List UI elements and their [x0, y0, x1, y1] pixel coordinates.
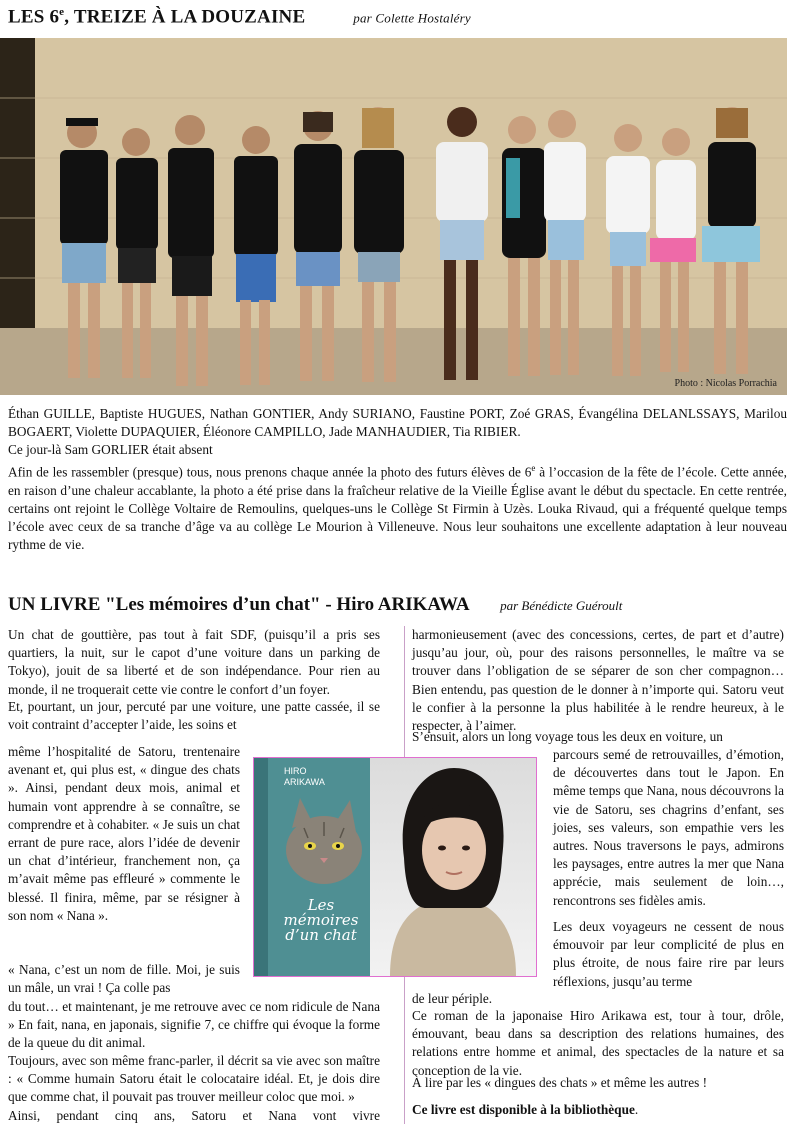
- right-paragraph-5: À lire par les « dingues des chats » et même les autres !: [412, 1075, 708, 1090]
- library-note: Ce livre est disponible à la bibliothèque: [412, 1102, 635, 1117]
- right-wrap-paragraph: parcours semé de retrouvailles, d’émotion, de découvertes dans tout le Japon. En même temps que Nana, nous découvrons la vie de Satoru, ses chagrins d’enfant, ses joies, ses valeurs, son empathie vers les autres. Nous traversons le pays, admirons les paysages, entre autres la mer que Nana apprécie, mais seulement de loin…, rencontrons ses fidèles amis.: [553, 747, 784, 908]
- book-and-author-image: [253, 757, 537, 977]
- photo-credit: Photo : Nicolas Porrachia: [674, 378, 777, 389]
- book-title-line3: d’un chat: [285, 926, 357, 944]
- left-paragraph-2: Et, pourtant, un jour, percuté par une voiture, une patte cassée, il se voit contraint d’accepter l’aide, les soins et: [8, 699, 380, 733]
- left-paragraph-1: Un chat de gouttière, pas tout à fait SDF, (puisqu’il a pris ses quartiers, la nuit, sur le capot d’une voiture dans un parking de Tokyo), jouit de sa liberté et de son indépendance. Pour rien au monde, il ne troquerait cette vie contre le confort d’un foyer.: [8, 627, 380, 697]
- library-note-end: .: [634, 1102, 639, 1117]
- left-paragraph-3: du tout… et maintenant, je me retrouve avec ce nom ridicule de Nana » En fait, nana, en japonais, signifie 7, ce chiffre qui évoque la forme de la queue du dit animal.: [8, 999, 380, 1051]
- body-part-a: Afin de les rassembler (presque) tous, nous prenons chaque année la photo des futurs élèves de 6: [8, 464, 532, 480]
- article1-body: [8, 459, 787, 554]
- book-author-line1: HIRO: [284, 766, 307, 776]
- left-wrap-paragraph: même l’hospitalité de Satoru, trentenaire avenant et, qui plus est, « dingue des chats ». Ainsi, pendant deux mois, animal et humain vont apprendre à se connaître, se comprendre et à cohabiter. « Je suis un chat errant de pure race, alors l’idée de devenir un chat d’intérieur, franchement non, ça m’avait même pas effleuré » commente le blessé. Il finira, même, par se résigner à son nom « Nana ».: [8, 744, 240, 923]
- book-title: [276, 898, 366, 943]
- book-title-line1: Les: [307, 896, 335, 914]
- right-paragraph-3: de leur périple.: [412, 991, 493, 1006]
- body-part-b: à l’occasion de la fête de l’école. Cette année, en raison d’une chaleur accablante, la photo a été prise dans la fraîcheur relative de la Vieille Église avant le début du spectacle. En cette rentrée, certains ont rejoint le Collège Voltaire de Remoulins, quelques-uns le Collège St Firmin à Uzès. Louka Rivaud, qui a fréquenté quelque temps l’école avec ceux de sa tranche d’âge va au collège Le Mourion à Villeneuve. Nous leur souhaitons une excellente adaptation à leur nouveau rythme de vie.: [8, 464, 787, 553]
- right-paragraph-1: harmonieusement (avec des concessions, certes, de part et d’autre) jusqu’au jour, où, pour des raisons personnelles, le maître va se trouver dans l’obligation de se séparer de son cher compagnon… Bien entendu, pas question de le donner à n’importe qui. Satoru veut le confier à la personne la plus habilitée à le rendre heureux, à le respecter, à l’aimer.: [412, 627, 784, 734]
- left-paragraph-4: Toujours, avec son même franc-parler, il décrit sa vie avec son maître : « Comme humain Satoru était le colocataire idéal. Et, je dois dire que comme chat, il pouvait pas trouver meilleur coloc que moi. »: [8, 1053, 380, 1105]
- article1-names: Éthan GUILLE, Baptiste HUGUES, Nathan GONTIER, Andy SURIANO, Faustine PORT, Zoé GRAS, Évangélina DELANLSSAYS, Marilou BOGAERT, Violette DUPAQUIER, Éléonore CAMPILLO, Jade MANHAUDIER, Tia RIBIER.: [8, 406, 787, 440]
- article1-title: [8, 6, 471, 28]
- book-cover: [254, 758, 370, 976]
- right-paragraph-2: S’ensuit, alors un long voyage tous les deux en voiture, un: [412, 729, 723, 744]
- book-title-line2: mémoires: [283, 911, 359, 929]
- group-photo: [0, 38, 787, 395]
- article2-title: [8, 594, 622, 616]
- right-paragraph-6: [412, 1101, 784, 1119]
- group-photo-illustration: [0, 38, 787, 395]
- right-wrap-paragraph-2: Les deux voyageurs ne cessent de nous émouvoir par leur complicité de plus en plus étroite, de nous faire rire par leurs réflexions, jusqu’au terme: [553, 919, 784, 989]
- left-wrap-paragraph-2: « Nana, c’est un nom de fille. Moi, je suis un mâle, un vrai ! Ça colle pas: [8, 962, 240, 996]
- title-text: UN LIVRE "Les mémoires d’un chat" - Hiro ARIKAWA: [8, 594, 469, 615]
- author-portrait: [370, 758, 536, 976]
- article2-byline: par Bénédicte Guéroult: [500, 598, 623, 613]
- title-sup: e: [59, 6, 65, 18]
- book-author-line2: ARIKAWA: [284, 777, 325, 787]
- body-sup: e: [531, 463, 536, 473]
- right-paragraph-4: Ce roman de la japonaise Hiro Arikawa est, tour à tour, drôle, émouvant, beau dans sa description des relations humaines, des relations entre homme et animal, des spectacles de la nature et sa conception de la vie.: [412, 1008, 784, 1078]
- title-rest: , TREIZE À LA DOUZAINE: [64, 6, 306, 28]
- article1-absent: Ce jour-là Sam GORLIER était absent: [8, 442, 213, 457]
- title-main: LES 6: [8, 6, 60, 28]
- author-portrait-illustration: [370, 758, 536, 976]
- left-paragraph-5: Ainsi, pendant cinq ans, Satoru et Nana vont vivre: [8, 1108, 380, 1123]
- article1-byline: par Colette Hostaléry: [353, 10, 471, 26]
